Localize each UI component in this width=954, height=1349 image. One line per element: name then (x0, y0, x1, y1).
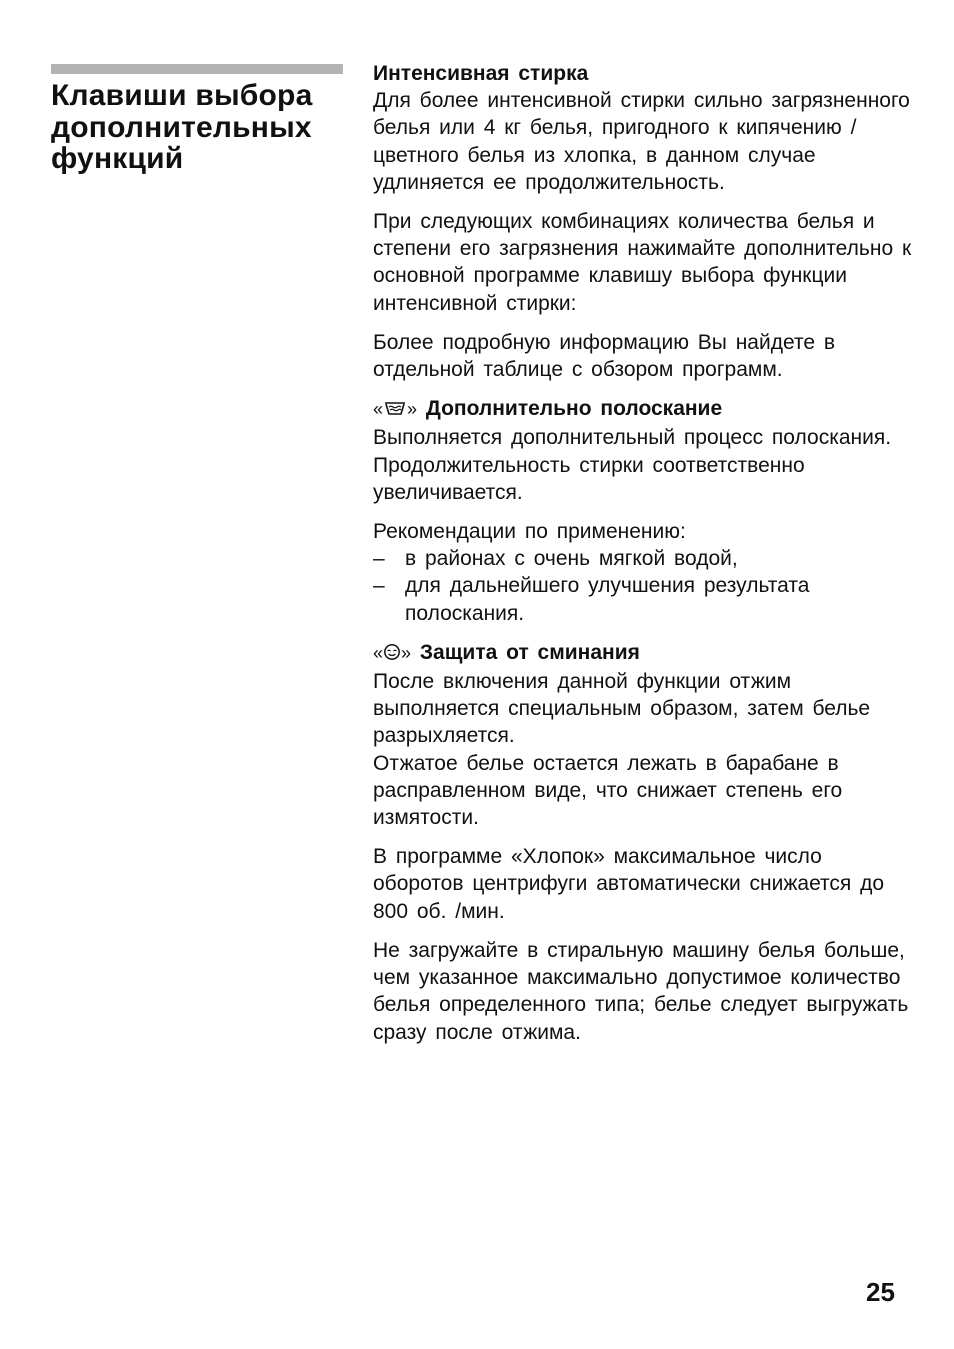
intensive-heading: Интенсивная стирка (373, 62, 589, 85)
dash: – (373, 574, 385, 598)
dash: – (373, 547, 385, 571)
list-item-text: в районах с очень мягкой водой, (405, 547, 738, 571)
content-column (373, 60, 913, 1058)
anti-crease-heading-line (373, 639, 913, 668)
list-item-text: для дальнейшего улучшения результата полоскания. (405, 574, 810, 625)
extra-rinse-heading: Дополнительно полоскание (425, 397, 723, 421)
list-item (373, 572, 913, 626)
intensive-paragraph-3: Более подробную информацию Вы найдете в отдельной таблице с обзором программ. (373, 330, 836, 382)
section-rule (51, 64, 343, 74)
open-quote: « (373, 642, 384, 663)
close-quote: » (407, 399, 418, 420)
anti-crease-paragraph-3: Не загружайте в стиральную машину белья больше, чем указанное максимально допустимое количество белья определенного типа; белье следует выгружать сразу после отжима. (373, 938, 909, 1044)
page-number: 25 (866, 1277, 895, 1307)
anti-crease-heading: Защита от сминания (419, 640, 640, 664)
anti-crease-paragraph-1a: После включения данной функции отжим выполняется специальным образом, затем белье разрыхляется. (373, 670, 871, 748)
recommend-list (373, 545, 913, 627)
rinse-icon (383, 397, 407, 424)
extra-rinse-paragraph: Выполняется дополнительный процесс полоскания. Продолжительность стирки соответственно увеличивается. (373, 426, 892, 504)
anti-crease-icon (383, 641, 401, 668)
intensive-paragraph-2: При следующих комбинациях количества белья и степени его загрязнения нажимайте дополнительно к основной программе клавишу выбора функции интенсивной стирки: (373, 210, 912, 315)
section-title: Клавиши выбора дополнительных функций (51, 79, 313, 175)
open-quote: « (373, 399, 384, 420)
anti-crease-paragraph-1b: Отжатое белье остается лежать в барабане в расправленном виде, что снижает степень его измятости. (373, 751, 843, 830)
intensive-paragraph-1: Для более интенсивной стирки сильно загрязненного белья или 4 кг белья, пригодного к кипячению / цветного белья из хлопка, в данном случае удлиняется ее продолжительность. (373, 89, 910, 194)
recommend-intro: Рекомендации по применению: (373, 520, 686, 544)
anti-crease-paragraph-2: В программе «Хлопок» максимальное число оборотов центрифуги автоматически снижается до 800 об. /мин. (373, 845, 885, 923)
list-item (373, 545, 913, 572)
extra-rinse-heading-line (373, 395, 913, 424)
close-quote: » (401, 642, 412, 663)
